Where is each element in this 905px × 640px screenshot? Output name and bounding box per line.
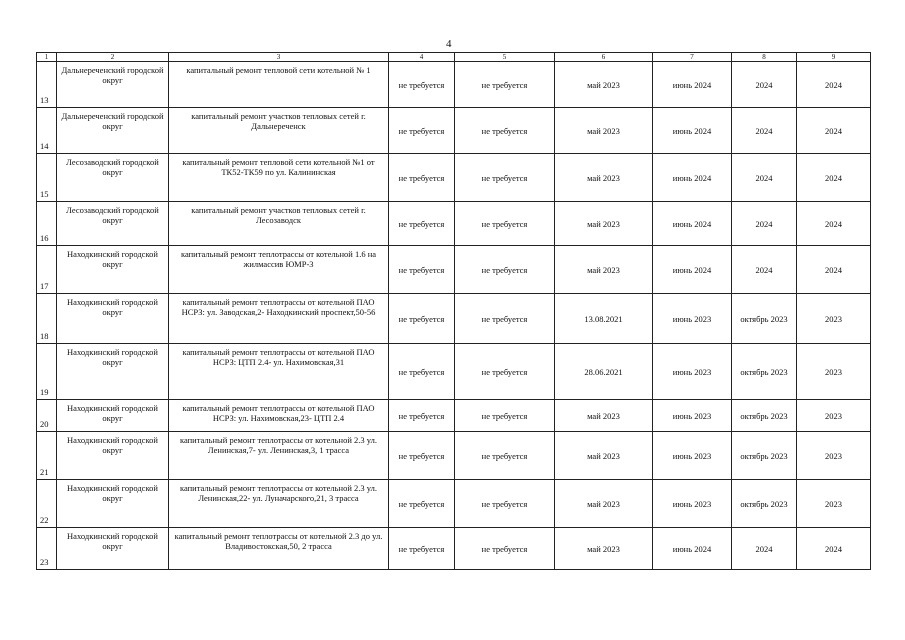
municipality-cell: Дальнереченский городской округ <box>57 108 169 154</box>
row-number: 17 <box>37 246 57 294</box>
end-date-cell: июнь 2024 <box>653 528 732 570</box>
municipality-cell: Находкинский городской округ <box>57 246 169 294</box>
end-date-cell: июнь 2024 <box>653 154 732 202</box>
year-cell: 2023 <box>797 400 871 432</box>
start-date-cell: май 2023 <box>555 62 653 108</box>
project-title-cell: капитальный ремонт тепловой сети котельной №1 от ТК52-ТК59 по ул. Калининская <box>169 154 389 202</box>
start-date-cell: 28.06.2021 <box>555 344 653 400</box>
end-date-cell: июнь 2024 <box>653 202 732 246</box>
year-cell: 2023 <box>797 344 871 400</box>
year-cell: 2023 <box>797 432 871 480</box>
completion-cell: октябрь 2023 <box>732 400 797 432</box>
status-cell: не требуется <box>389 246 455 294</box>
municipality-cell: Дальнереченский городской округ <box>57 62 169 108</box>
start-date-cell: май 2023 <box>555 480 653 528</box>
start-date-cell: май 2023 <box>555 432 653 480</box>
year-cell: 2024 <box>797 62 871 108</box>
year-cell: 2023 <box>797 294 871 344</box>
status-cell: не требуется <box>455 528 555 570</box>
row-number: 23 <box>37 528 57 570</box>
municipality-cell: Находкинский городской округ <box>57 432 169 480</box>
status-cell: не требуется <box>389 480 455 528</box>
project-title-cell: капитальный ремонт теплотрассы от котельной ПАО НСРЗ: ЦТП 2.4- ул. Нахимовская,31 <box>169 344 389 400</box>
table-row <box>37 480 871 528</box>
start-date-cell: май 2023 <box>555 108 653 154</box>
project-title-cell: капитальный ремонт теплотрассы от котельной ПАО НСРЗ: ул. Нахимовская,23- ЦТП 2.4 <box>169 400 389 432</box>
row-number: 22 <box>37 480 57 528</box>
header-cell: 2 <box>57 53 169 62</box>
page-number: 4 <box>446 38 452 50</box>
project-title-cell: капитальный ремонт теплотрассы от котельной 2.3 ул. Ленинская,7- ул. Ленинская,3, 1 трасса <box>169 432 389 480</box>
status-cell: не требуется <box>389 344 455 400</box>
header-cell: 7 <box>653 53 732 62</box>
status-cell: не требуется <box>455 154 555 202</box>
start-date-cell: май 2023 <box>555 154 653 202</box>
status-cell: не требуется <box>389 528 455 570</box>
status-cell: не требуется <box>389 202 455 246</box>
end-date-cell: июнь 2023 <box>653 344 732 400</box>
header-cell: 5 <box>455 53 555 62</box>
completion-cell: октябрь 2023 <box>732 480 797 528</box>
completion-cell: 2024 <box>732 202 797 246</box>
completion-cell: октябрь 2023 <box>732 432 797 480</box>
header-cell: 8 <box>732 53 797 62</box>
status-cell: не требуется <box>455 62 555 108</box>
completion-cell: октябрь 2023 <box>732 344 797 400</box>
row-number: 20 <box>37 400 57 432</box>
municipality-cell: Находкинский городской округ <box>57 528 169 570</box>
table-row <box>37 246 871 294</box>
municipality-cell: Находкинский городской округ <box>57 400 169 432</box>
row-number: 14 <box>37 108 57 154</box>
table-row <box>37 108 871 154</box>
completion-cell: 2024 <box>732 62 797 108</box>
table-row <box>37 154 871 202</box>
municipality-cell: Находкинский городской округ <box>57 480 169 528</box>
row-number: 15 <box>37 154 57 202</box>
start-date-cell: май 2023 <box>555 202 653 246</box>
row-number: 21 <box>37 432 57 480</box>
project-table <box>36 52 871 570</box>
table-row <box>37 344 871 400</box>
project-title-cell: капитальный ремонт тепловой сети котельной № 1 <box>169 62 389 108</box>
status-cell: не требуется <box>389 62 455 108</box>
header-row <box>37 53 871 62</box>
header-cell: 9 <box>797 53 871 62</box>
project-title-cell: капитальный ремонт теплотрассы от котельной ПАО НСРЗ: ул. Заводская,2- Находкинский проспект,50-56 <box>169 294 389 344</box>
table-row <box>37 528 871 570</box>
municipality-cell: Находкинский городской округ <box>57 294 169 344</box>
status-cell: не требуется <box>389 108 455 154</box>
end-date-cell: июнь 2023 <box>653 400 732 432</box>
table-row <box>37 62 871 108</box>
completion-cell: 2024 <box>732 108 797 154</box>
start-date-cell: 13.08.2021 <box>555 294 653 344</box>
header-cell: 3 <box>169 53 389 62</box>
year-cell: 2024 <box>797 108 871 154</box>
status-cell: не требуется <box>455 108 555 154</box>
header-cell: 1 <box>37 53 57 62</box>
start-date-cell: май 2023 <box>555 246 653 294</box>
project-title-cell: капитальный ремонт теплотрассы от котельной 2.3 ул. Ленинская,22- ул. Луначарского,21, 3 трасса <box>169 480 389 528</box>
project-title-cell: капитальный ремонт участков тепловых сетей г. Дальнереченск <box>169 108 389 154</box>
status-cell: не требуется <box>389 432 455 480</box>
start-date-cell: май 2023 <box>555 528 653 570</box>
end-date-cell: июнь 2023 <box>653 480 732 528</box>
end-date-cell: июнь 2023 <box>653 432 732 480</box>
project-title-cell: капитальный ремонт участков тепловых сетей г. Лесозаводск <box>169 202 389 246</box>
status-cell: не требуется <box>455 344 555 400</box>
year-cell: 2023 <box>797 480 871 528</box>
year-cell: 2024 <box>797 202 871 246</box>
year-cell: 2024 <box>797 246 871 294</box>
completion-cell: 2024 <box>732 246 797 294</box>
row-number: 18 <box>37 294 57 344</box>
row-number: 19 <box>37 344 57 400</box>
status-cell: не требуется <box>455 246 555 294</box>
status-cell: не требуется <box>455 294 555 344</box>
municipality-cell: Находкинский городской округ <box>57 344 169 400</box>
municipality-cell: Лесозаводский городской округ <box>57 154 169 202</box>
row-number: 13 <box>37 62 57 108</box>
status-cell: не требуется <box>389 154 455 202</box>
table-row <box>37 294 871 344</box>
header-cell: 4 <box>389 53 455 62</box>
completion-cell: 2024 <box>732 528 797 570</box>
year-cell: 2024 <box>797 528 871 570</box>
end-date-cell: июнь 2024 <box>653 108 732 154</box>
project-title-cell: капитальный ремонт теплотрассы от котельной 2.3 до ул. Владивостокская,50, 2 трасса <box>169 528 389 570</box>
start-date-cell: май 2023 <box>555 400 653 432</box>
table-row <box>37 432 871 480</box>
end-date-cell: июнь 2024 <box>653 246 732 294</box>
end-date-cell: июнь 2023 <box>653 294 732 344</box>
status-cell: не требуется <box>455 432 555 480</box>
status-cell: не требуется <box>455 202 555 246</box>
table-row <box>37 400 871 432</box>
header-cell: 6 <box>555 53 653 62</box>
status-cell: не требуется <box>389 400 455 432</box>
status-cell: не требуется <box>389 294 455 344</box>
status-cell: не требуется <box>455 400 555 432</box>
row-number: 16 <box>37 202 57 246</box>
end-date-cell: июнь 2024 <box>653 62 732 108</box>
year-cell: 2024 <box>797 154 871 202</box>
status-cell: не требуется <box>455 480 555 528</box>
project-title-cell: капитальный ремонт теплотрассы от котельной 1.6 на жилмассив ЮМР-3 <box>169 246 389 294</box>
completion-cell: октябрь 2023 <box>732 294 797 344</box>
completion-cell: 2024 <box>732 154 797 202</box>
municipality-cell: Лесозаводский городской округ <box>57 202 169 246</box>
table-row <box>37 202 871 246</box>
